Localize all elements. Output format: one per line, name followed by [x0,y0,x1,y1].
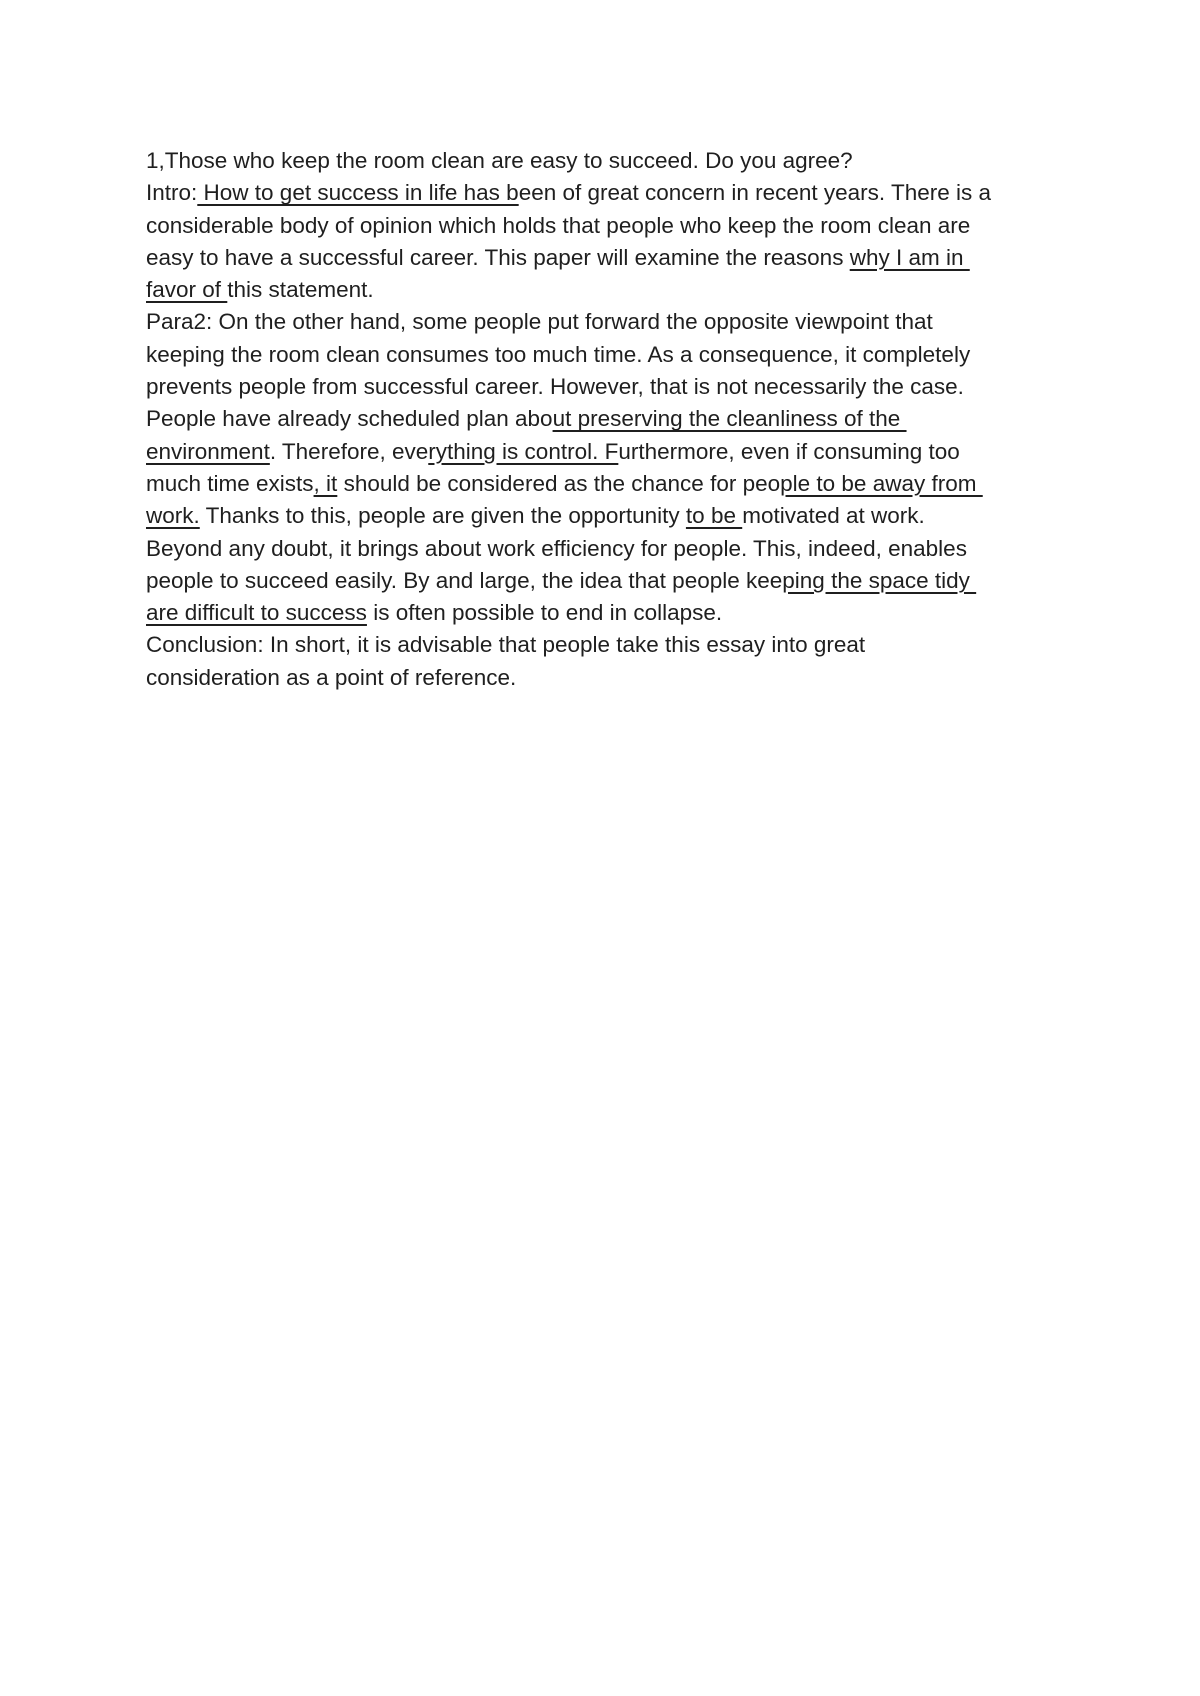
text-line [146,306,1066,338]
text-line [146,468,1066,500]
text-line [146,662,1066,694]
text-line [146,436,1066,468]
text-span: considerable body of opinion which holds that people who keep the room clean are [146,212,971,238]
text-span: urthermore, even if consuming too [618,438,960,464]
text-line [146,371,1066,403]
underlined-text: How to get success in life has b [197,180,519,206]
underlined-text: why I am in [849,244,970,270]
text-line [146,242,1066,274]
underlined-text: ut preserving the cleanliness of the [552,406,907,432]
underlined-text: to be [685,503,743,529]
text-line [146,597,1066,629]
text-line [146,403,1066,435]
text-span: much time exists [146,470,314,496]
text-line [146,500,1066,532]
text-span: Intro: [146,180,198,206]
underlined-text: favor of [146,277,228,303]
text-span: this statement. [227,277,374,303]
text-line [146,177,1066,209]
text-span: Beyond any doubt, it brings about work efficiency for people. This, indeed, enables [146,535,967,561]
text-line [146,565,1066,597]
text-span: Conclusion: In short, it is advisable that people take this essay into great [146,632,866,658]
text-line [146,629,1066,661]
underlined-text: ping the space tidy [782,567,977,593]
text-span: . Therefore, eve [269,438,429,464]
text-line [146,339,1066,371]
underlined-text: ple to be away from [780,470,983,496]
text-span: people to succeed easily. By and large, the idea that people kee [146,567,783,593]
text-span: People have already scheduled plan abo [146,406,553,432]
text-span: een of great concern in recent years. There is a [518,180,992,206]
text-span: easy to have a successful career. This paper will examine the reasons [146,244,850,270]
underlined-text: work. [146,503,200,529]
underlined-text: , it [313,470,338,496]
underlined-text: rything is control. F [428,438,619,464]
essay-text [146,145,1066,694]
text-span: should be considered as the chance for peo [337,470,781,496]
underlined-text: environment [146,438,270,464]
text-span: is often possible to end in collapse. [366,600,723,626]
text-line [146,533,1066,565]
text-span: Thanks to this, people are given the opportunity [199,503,686,529]
underlined-text: are difficult to success [146,600,367,626]
text-span: prevents people from successful career. However, that is not necessarily the case. [146,374,964,400]
text-span: keeping the room clean consumes too much time. As a consequence, it completely [146,341,971,367]
text-span: motivated at work. [742,503,925,529]
text-span: Para2: On the other hand, some people put forward the opposite viewpoint that [146,309,933,335]
text-line [146,274,1066,306]
text-span: consideration as a point of reference. [146,664,517,690]
text-line [146,210,1066,242]
text-line [146,145,1066,177]
text-span: 1,Those who keep the room clean are easy to succeed. Do you agree? [146,148,853,173]
